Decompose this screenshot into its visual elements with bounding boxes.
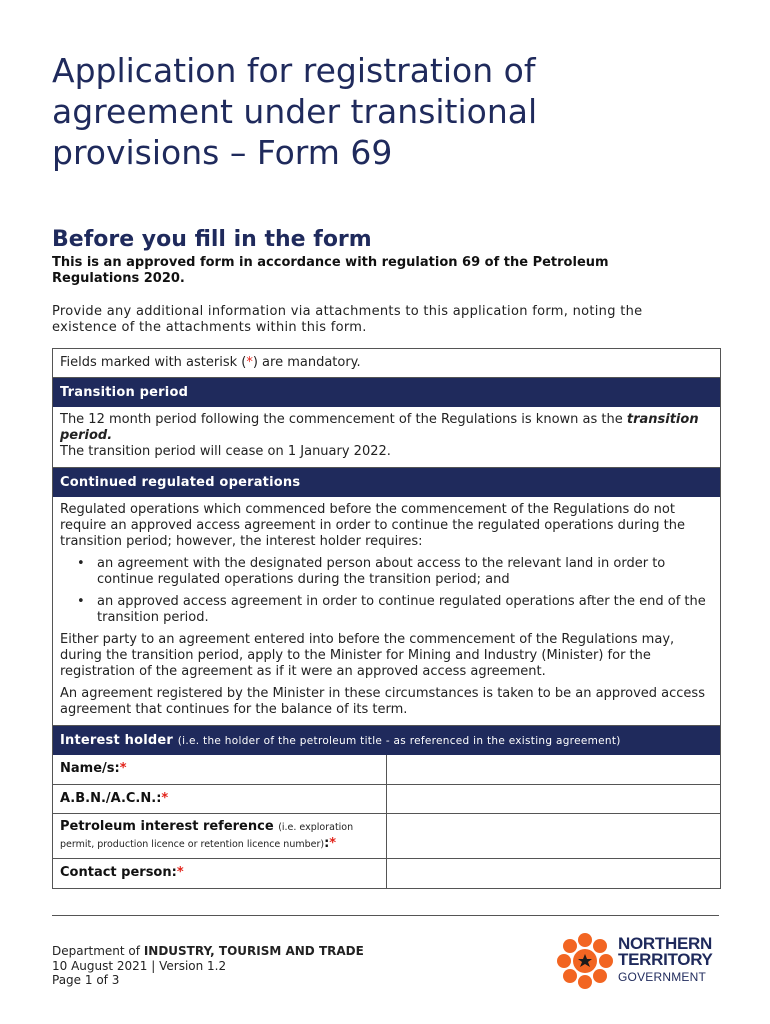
application-form <box>52 348 721 889</box>
abn-label: A.B.N./A.C.N.:* <box>53 785 387 813</box>
list-item: • an agreement with the designated person about access to the relevant land in order to continue regulated operations during the transition period; and <box>60 556 713 588</box>
continued-operations-heading: Continued regulated operations <box>53 468 720 497</box>
names-label: Name/s:* <box>53 755 387 784</box>
approved-form-statement: This is an approved form in accordance with regulation 69 of the Petroleum Regulations 2020. <box>52 255 609 286</box>
requirements-list <box>60 556 713 626</box>
section-subtitle: Before you fill in the form <box>52 227 372 252</box>
date-version: 10 August 2021 | Version 1.2 <box>52 958 227 973</box>
paragraph: Regulated operations which commenced before the commencement of the Regulations do not require an approved access agreement in order to continue the regulated operations during the transition period; however, the interest holder requires: <box>60 502 686 549</box>
petroleum-reference-field[interactable] <box>387 814 720 858</box>
page-title: Application for registration of agreement under transitional provisions – Form 69 <box>52 51 538 172</box>
list-item: • an approved access agreement in order to continue regulated operations after the end of the transition period. <box>60 594 713 626</box>
petroleum-reference-hint: (i.e. exploration permit, production licence or retention licence number) <box>60 822 354 850</box>
contact-person-row <box>53 859 720 888</box>
interest-holder-heading: Interest holder (i.e. the holder of the petroleum title - as referenced in the existing agreement) <box>53 726 720 755</box>
abn-row <box>53 785 720 814</box>
paragraph: Either party to an agreement entered into before the commencement of the Regulations may, during the transition period, apply to the Minister for Mining and Industry (Minister) for the registration of the agreement as if it were an approved access agreement. <box>60 632 675 679</box>
transition-period-heading: Transition period <box>53 378 720 407</box>
footer-info: Department of INDUSTRY, TOURISM AND TRADE 10 August 2021 | Version 1.2 Page 1 of 3 <box>52 944 364 987</box>
footer-divider <box>52 915 719 916</box>
interest-holder-note: (i.e. the holder of the petroleum title - as referenced in the existing agreement) <box>177 735 621 747</box>
transition-period-body: The 12 month period following the commencement of the Regulations is known as the transition period. The transition period will cease on 1 January 2022. <box>53 407 720 468</box>
petroleum-reference-label: Petroleum interest reference (i.e. exploration permit, production licence or retention licence number):* <box>53 814 387 858</box>
contact-person-label: Contact person:* <box>53 859 387 888</box>
attachments-note: Provide any additional information via attachments to this application form, noting the existence of the attachments within this form. <box>52 304 643 335</box>
paragraph: An agreement registered by the Minister in these circumstances is taken to be an approved access agreement that continues for the balance of its term. <box>60 686 705 717</box>
names-field[interactable] <box>387 755 720 784</box>
names-row <box>53 755 720 785</box>
mandatory-note: Fields marked with asterisk (*) are mandatory. <box>53 349 720 378</box>
asterisk-marker: * <box>246 355 253 370</box>
contact-person-field[interactable] <box>387 859 720 888</box>
continued-operations-body <box>53 497 720 726</box>
department-name: INDUSTRY, TOURISM AND TRADE <box>143 944 364 958</box>
page-number: Page 1 of 3 <box>52 973 120 987</box>
nt-logo-text: NORTHERN TERRITORY GOVERNMENT <box>618 934 713 984</box>
petroleum-reference-row <box>53 814 720 859</box>
abn-field[interactable] <box>387 785 720 813</box>
transition-period-term: transition period. <box>60 412 699 443</box>
